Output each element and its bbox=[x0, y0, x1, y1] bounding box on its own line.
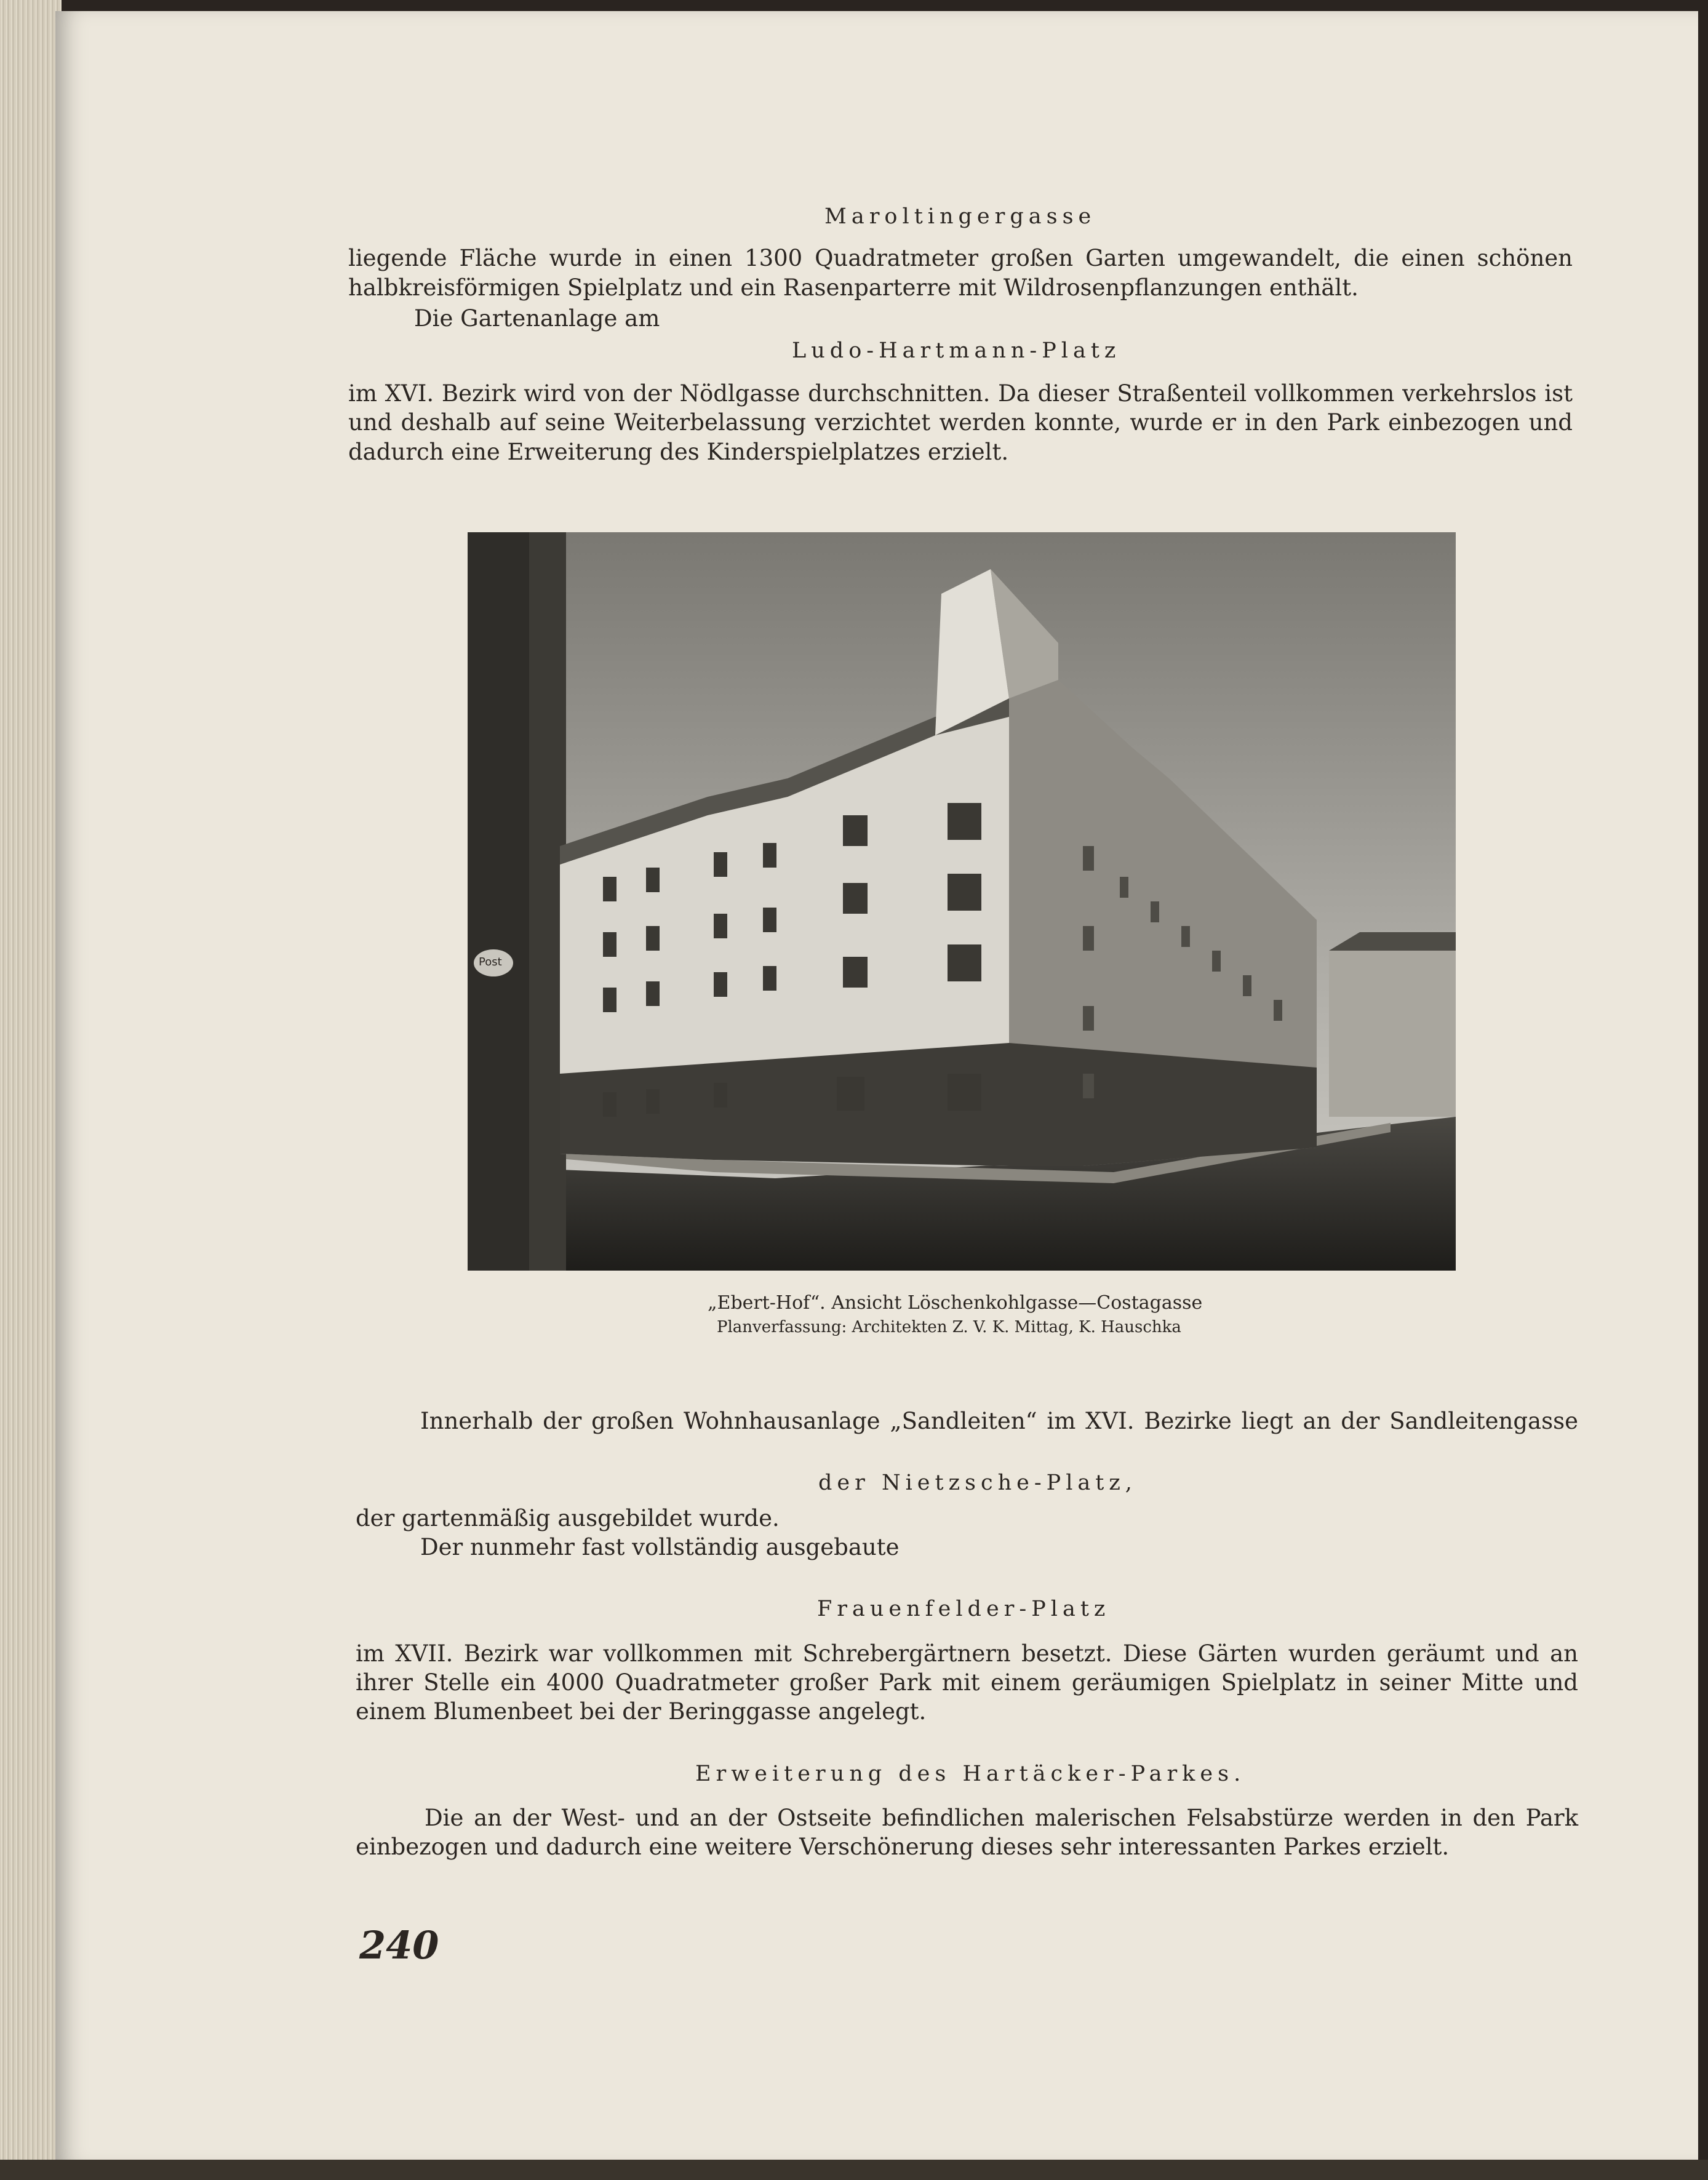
heading-frauenfelder-platz: Frauenfelder-Platz bbox=[817, 1597, 1111, 1621]
paragraph-2-line-3: dadurch eine Erweiterung des Kinderspielplatzes erzielt. bbox=[348, 439, 1009, 465]
paragraph-1-line-3: Die Gartenanlage am bbox=[414, 305, 660, 332]
paragraph-2-line-2: und deshalb auf seine Weiterbelassung verzichtet werden konnte, wurde er in den Park einbezogen und bbox=[348, 409, 1573, 436]
photo-frame bbox=[468, 532, 1456, 1271]
book-cover-edge bbox=[0, 2160, 1708, 2180]
paragraph-5-line-2: ihrer Stelle ein 4000 Quadratmeter großer Park mit einem geräumigen Spielplatz in seiner Mitte und bbox=[356, 1669, 1578, 1696]
photo-caption: „Ebert-Hof“. Ansicht Löschenkohlgasse—Costagasse bbox=[708, 1292, 1203, 1314]
heading-hartaecker-parkes: Erweiterung des Hartäcker-Parkes. bbox=[695, 1762, 1246, 1786]
paragraph-6-line-1: Die an der West- und an der Ostseite befindlichen malerischen Felsabstürze werden in den Park bbox=[425, 1805, 1578, 1831]
paragraph-5-line-1: im XVII. Bezirk war vollkommen mit Schrebergärtnern besetzt. Diese Gärten wurden geräumt und an bbox=[356, 1640, 1578, 1667]
heading-ludo-hartmann-platz: Ludo-Hartmann-Platz bbox=[792, 338, 1121, 363]
photo-credit: Planverfassung: Architekten Z. V. K. Mittag, K. Hauschka bbox=[717, 1318, 1181, 1336]
heading-nietzsche-platz: der Nietzsche-Platz, bbox=[818, 1471, 1137, 1495]
distant-building bbox=[1329, 951, 1456, 1117]
paragraph-1-line-1: liegende Fläche wurde in einen 1300 Quadratmeter großen Garten umgewandelt, die einen schönen bbox=[348, 245, 1573, 271]
page-number: 240 bbox=[359, 1923, 439, 1968]
paragraph-5-line-3: einem Blumenbeet bei der Beringgasse angelegt. bbox=[356, 1698, 927, 1725]
ebert-hof-photo bbox=[468, 532, 1456, 1271]
book-page-edges bbox=[0, 0, 62, 2180]
post-sign-text: Post bbox=[479, 956, 502, 968]
paragraph-3-line-1: Innerhalb der großen Wohnhausanlage „Sandleiten“ im XVI. Bezirke liegt an der Sandleitengasse bbox=[420, 1408, 1578, 1434]
paragraph-4-line-2: Der nunmehr fast vollständig ausgebaute bbox=[420, 1534, 900, 1560]
paragraph-4-line-1: der gartenmäßig ausgebildet wurde. bbox=[356, 1505, 780, 1531]
paragraph-1-line-2: halbkreisförmigen Spielplatz und ein Rasenparterre mit Wildrosenpflanzungen enthält. bbox=[348, 274, 1359, 301]
paragraph-6-line-2: einbezogen und dadurch eine weitere Verschönerung dieses sehr interessanten Parkes erzielt. bbox=[356, 1834, 1450, 1860]
heading-maroltingergasse: Maroltingergasse bbox=[824, 204, 1096, 229]
paragraph-2-line-1: im XVI. Bezirk wird von der Nödlgasse durchschnitten. Da dieser Straßenteil vollkommen verkehrslos ist bbox=[348, 380, 1573, 407]
